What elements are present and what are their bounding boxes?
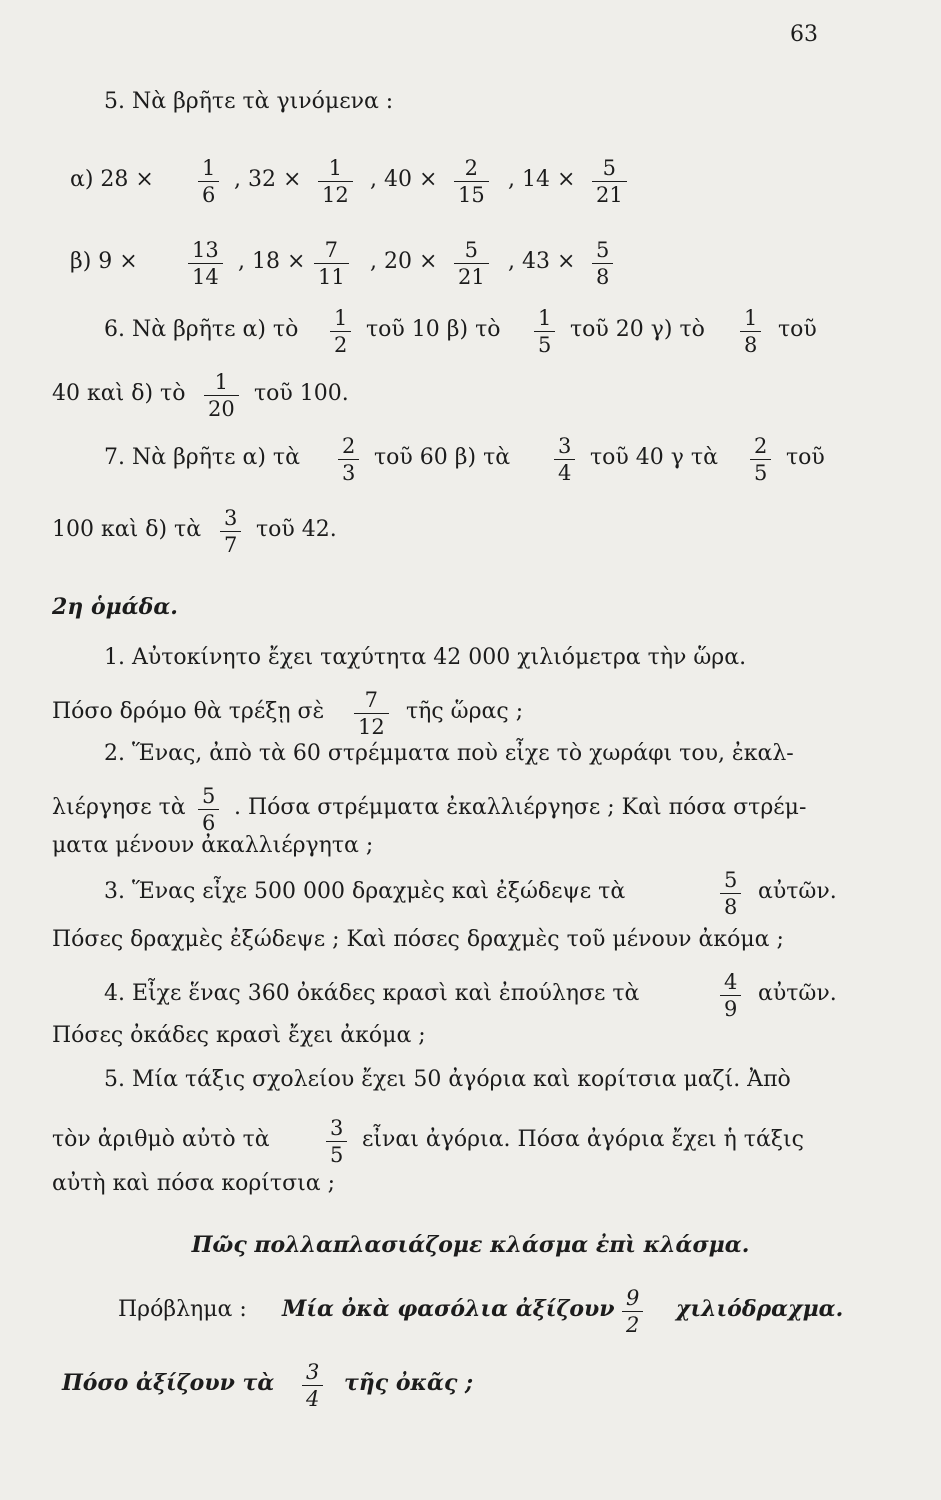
fraction: $\frac{5}{21}$ — [454, 240, 489, 288]
problem-5-line-3: αὐτὴ καὶ πόσα κορίτσια ; — [52, 1171, 336, 1196]
fraction: $\frac{5}{21}$ — [592, 158, 627, 206]
problem-2-line-1: 2. Ἕνας, ἀπὸ τὰ 60 στρέμματα ποὺ εἶχε τὸ χωράφι του, ἐκαλ- — [104, 741, 794, 766]
problem-4-line-2: Πόσες ὀκάδες κρασὶ ἔχει ἀκόμα ; — [52, 1023, 426, 1048]
group-2-heading: 2η ὁμάδα. — [52, 594, 178, 620]
exercise-6-line-1: 6. Νὰ βρῆτε α) τὸ $\frac{1}{2}$ τοῦ 10 β) τὸ $\frac{1}{5}$ τοῦ 20 γ) τὸ $\frac{1}{8}$ τοῦ — [104, 306, 817, 357]
problem-2-line-2: λιέργησε τὰ $\frac{5}{6}$ . Πόσα στρέμματα ἐκαλλιέργησε ; Καὶ πόσα στρέμ- — [52, 784, 807, 835]
fraction: $\frac{7}{11}$ — [314, 240, 349, 288]
problem-5-line-2: τὸν ἀριθμὸ αὐτὸ τὰ $\frac{3}{5}$ εἶναι ἀγόρια. Πόσα ἀγόρια ἔχει ἡ τάξις — [52, 1116, 804, 1167]
section-heading: Πῶς πολλαπλασιάζομε κλάσμα ἐπὶ κλάσμα. — [191, 1232, 750, 1258]
fraction: $\frac{13}{14}$ — [188, 240, 223, 288]
fraction: $\frac{5}{6}$ — [198, 786, 219, 834]
exercise-7-line-2: 100 καὶ δ) τὰ $\frac{3}{7}$ τοῦ 42. — [52, 506, 337, 557]
problem-1-line-1: 1. Αὐτοκίνητο ἔχει ταχύτητα 42 000 χιλιόμετρα τὴν ὥρα. — [104, 645, 747, 670]
fraction: $\frac{5}{8}$ — [592, 240, 613, 288]
exercise-5-title: 5. Νὰ βρῆτε τὰ γινόμενα : — [104, 89, 394, 114]
problem-1-line-2: Πόσο δρόμο θὰ τρέξῃ σὲ $\frac{7}{12}$ τῆς ὥρας ; — [52, 688, 524, 739]
fraction: $\frac{1}{20}$ — [204, 372, 239, 420]
problem-3-line-1: 3. Ἕνας εἶχε 500 000 δραχμὲς καὶ ἐξώδεψε τὰ $\frac{5}{8}$ αὐτῶν. — [104, 868, 837, 919]
fraction: $\frac{3}{7}$ — [220, 508, 241, 556]
exercise-7-line-1: 7. Νὰ βρῆτε α) τὰ $\frac{2}{3}$ τοῦ 60 β) τὰ $\frac{3}{4}$ τοῦ 40 γ τὰ $\frac{2}{5}$ τοῦ — [104, 434, 825, 485]
fraction: $\frac{1}{2}$ — [330, 308, 351, 356]
exercise-6-line-2: 40 καὶ δ) τὸ $\frac{1}{20}$ τοῦ 100. — [52, 370, 349, 421]
fraction: $\frac{2}{5}$ — [750, 436, 771, 484]
exercise-5-row-a: α) 28 × $\frac{1}{6}$ , 32 × $\frac{1}{12}$ , 40 × $\frac{2}{15}$ , 14 × $\frac{5}{21}$ — [70, 140, 870, 200]
fraction: $\frac{2}{15}$ — [454, 158, 489, 206]
fraction: $\frac{1}{12}$ — [318, 158, 353, 206]
page-number: 63 — [790, 22, 818, 47]
fraction: $\frac{3}{4}$ — [302, 1362, 323, 1410]
fraction: $\frac{3}{5}$ — [326, 1118, 347, 1166]
problem-5-line-1: 5. Μία τάξις σχολείου ἔχει 50 ἀγόρια καὶ κορίτσια μαζί. Ἀπὸ — [104, 1067, 791, 1092]
exercise-5-row-b: β) 9 × $\frac{13}{14}$ , 18 × $\frac{7}{11}$ , 20 × $\frac{5}{21}$ , 43 × $\frac{5}{8}$ — [70, 222, 870, 282]
fraction: $\frac{2}{3}$ — [338, 436, 359, 484]
fraction: $\frac{4}{9}$ — [720, 972, 741, 1020]
worked-problem-line-2: Πόσο ἀξίζουν τὰ $\frac{3}{4}$ τῆς ὀκᾶς ; — [62, 1360, 474, 1411]
fraction: $\frac{3}{4}$ — [554, 436, 575, 484]
fraction: $\frac{1}{5}$ — [534, 308, 555, 356]
problem-2-line-3: ματα μένουν ἀκαλλιέργητα ; — [52, 833, 374, 858]
problem-3-line-2: Πόσες δραχμὲς ἐξώδεψε ; Καὶ πόσες δραχμὲς τοῦ μένουν ἀκόμα ; — [52, 927, 784, 952]
fraction: $\frac{1}{6}$ — [198, 158, 219, 206]
problem-4-line-1: 4. Εἶχε ἕνας 360 ὀκάδες κρασὶ καὶ ἐπούλησε τὰ $\frac{4}{9}$ αὐτῶν. — [104, 970, 837, 1021]
fraction: $\frac{5}{8}$ — [720, 870, 741, 918]
fraction: $\frac{7}{12}$ — [354, 690, 389, 738]
fraction: $\frac{9}{2}$ — [622, 1288, 643, 1336]
fraction: $\frac{1}{8}$ — [740, 308, 761, 356]
worked-problem-line-1: Πρόβλημα : Μία ὀκὰ φασόλια ἀξίζουν $\frac{9}{2}$ χιλιόδραχμα. — [118, 1286, 844, 1337]
